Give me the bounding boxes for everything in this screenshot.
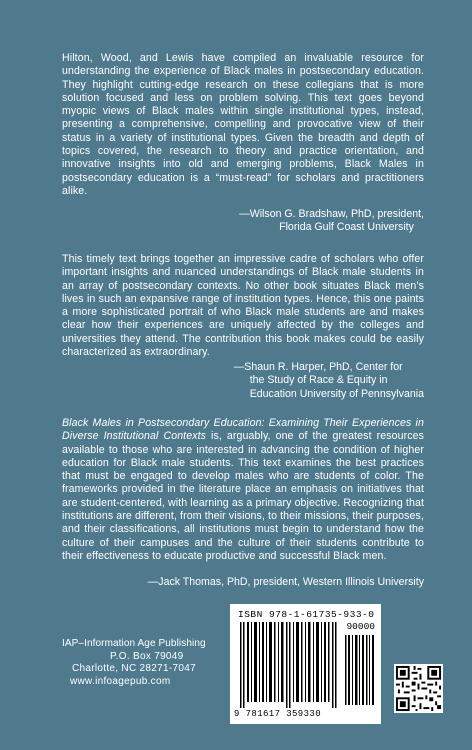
price-code: 90000 [346,621,375,632]
publisher-block [62,638,206,688]
isbn-label: ISBN 978-1-61735-933-0 [238,609,375,620]
attribution-line: —Wilson G. Bradshaw, PhD, president, [239,208,424,220]
price-barcode-bars [345,635,375,705]
attribution-harper [234,361,424,401]
attribution-line: —Shaun R. Harper, PhD, Center for [233,361,403,373]
publisher-address-line2: Charlotte, NC 28271-7047 [72,663,196,675]
barcode-digits: 9 781617 359330 [234,709,322,719]
attribution-bradshaw [239,208,424,235]
publisher-name: IAP–Information Age Publishing [62,638,206,649]
blurb-thomas-text: is, arguably, one of the greatest resources available to those who are interested in advancing the condition of higher education for Black male students. This text examines the best practices that must be engaged to develop males who are students of color. The frameworks provided in the literature place an emphasis on initiatives that are student-centered, with learning as a primary objective. Recognizing that institutions are different, from their visions, to their missions, their purposes, and their classifications, all institutions must begin to understand how the culture of their campuses and the culture of their students contribute to their effectiveness to educate productive and successful Black men. [62,430,424,562]
attribution-line: Education University of Pennsylvania [249,387,424,400]
blurb-harper: This timely text brings together an impressive cadre of scholars who offer important insights and nuanced understandings of Black male students in an array of postsecondary contexts. No other book situates Black men’s lives in such an expansive range of institution types. Hence, this one paints a more sophisticated portrait of who Black male students are and makes clear how their experiences are uniquely affected by the colleges and universities they attend. The contribution this book makes could be easily characterized as extraordinary. [62,253,424,359]
publisher-address-line1: P.O. Box 79049 [110,650,184,662]
attribution-line: —Jack Thomas, PhD, president, Western Illinois University [147,576,424,588]
attribution-thomas [148,576,424,589]
isbn-barcode [230,604,381,724]
barcode-bars [240,622,340,708]
blurb-bradshaw: Hilton, Wood, and Lewis have compiled an invaluable resource for understanding the experience of Black males in postsecondary education. They highlight cutting-edge research on these collegians that is more solution focused and less on problem solving. This text goes beyond myopic views of Black males within single institutional types, instead, presenting a comprehensive, compelling and provocative view of their status in a variety of institutional types. Given the breadth and depth of topics covered, the research to theory and practice orientation, and innovative insights into old and emerging problems, Black Males in postsecondary education is a “must-read” for scholars and practitioners alike. [62,52,424,197]
blurb-thomas [62,417,424,563]
publisher-website: www.infoagepub.com [70,675,171,687]
attribution-line: the Study of Race & Equity in [249,374,388,387]
attribution-line: Florida Gulf Coast University [279,221,414,234]
qr-code [394,664,443,713]
book-title-italic: Black Males in Postsecondary Education: Examining Their Experiences in Diverse Institutional Contexts [62,417,424,443]
